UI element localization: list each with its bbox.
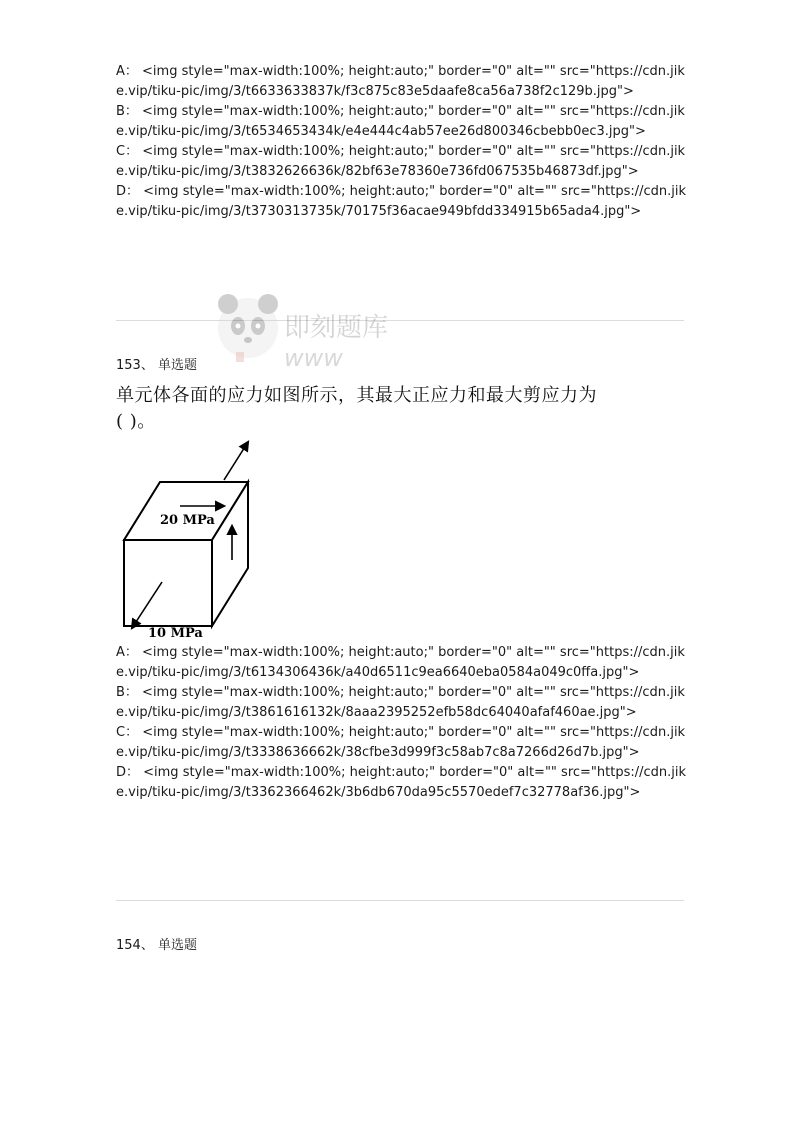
cube-shape [124, 482, 248, 626]
label-10mpa: 10 MPa [148, 626, 203, 641]
normal-stress-arrow-top [224, 442, 248, 480]
q153-header: 153、 单选题 [116, 358, 197, 373]
stress-cube-figure [114, 430, 274, 642]
q153-option-b: B： <img style="max-width:100%; height:auto;" border="0" alt="" src="https://cdn.jike.vip/tiku-pic/img/3/t3861616132k/8aaa2395252efb58dc64040afaf460ae.jpg"> [116, 685, 685, 720]
q154-header: 154、 单选题 [116, 938, 197, 953]
q153-question-text [116, 383, 656, 435]
q153-options [116, 643, 688, 803]
q153-option-a: A： <img style="max-width:100%; height:auto;" border="0" alt="" src="https://cdn.jike.vip/tiku-pic/img/3/t6134306436k/a40d6511c9ea6640eba0584a049c0ffa.jpg"> [116, 645, 685, 680]
q153-question-line2: ( )。 [116, 411, 156, 432]
svg-text:即刻题库: 即刻题库 [284, 313, 389, 343]
q153-option-d: D： <img style="max-width:100%; height:auto;" border="0" alt="" src="https://cdn.jike.vip/tiku-pic/img/3/t3362366462k/3b6db670da95c5570edef7c32778af36.jpg"> [116, 765, 687, 800]
watermark-logo [214, 284, 424, 380]
svg-text:www: www [284, 344, 343, 372]
q152-options [116, 62, 688, 222]
q152-option-d: D： <img style="max-width:100%; height:auto;" border="0" alt="" src="https://cdn.jike.vip/tiku-pic/img/3/t3730313735k/70175f36acae949bfdd334915b65ada4.jpg"> [116, 184, 687, 219]
panda-logo-icon [218, 294, 278, 362]
label-20mpa: 20 MPa [160, 513, 215, 528]
q153-option-c: C： <img style="max-width:100%; height:auto;" border="0" alt="" src="https://cdn.jike.vip/tiku-pic/img/3/t3338636662k/38cfbe3d999f3c58ab7c8a7266d26d7b.jpg"> [116, 725, 686, 760]
q152-option-a: A： <img style="max-width:100%; height:auto;" border="0" alt="" src="https://cdn.jike.vip/tiku-pic/img/3/t6633633837k/f3c875c83e5daafe8ca56a738f2c129b.jpg"> [116, 64, 685, 99]
question-divider [116, 320, 684, 321]
q152-option-c: C： <img style="max-width:100%; height:auto;" border="0" alt="" src="https://cdn.jike.vip/tiku-pic/img/3/t3832626636k/82bf63e78360e736fd067535b46873df.jpg"> [116, 144, 686, 179]
q153-question-line1: 单元体各面的应力如图所示，其最大正应力和最大剪应力为 [116, 385, 597, 406]
q152-option-b: B： <img style="max-width:100%; height:auto;" border="0" alt="" src="https://cdn.jike.vip/tiku-pic/img/3/t6534653434k/e4e444c4ab57ee26d800346cbebb0ec3.jpg"> [116, 104, 685, 139]
question-divider [116, 900, 684, 901]
